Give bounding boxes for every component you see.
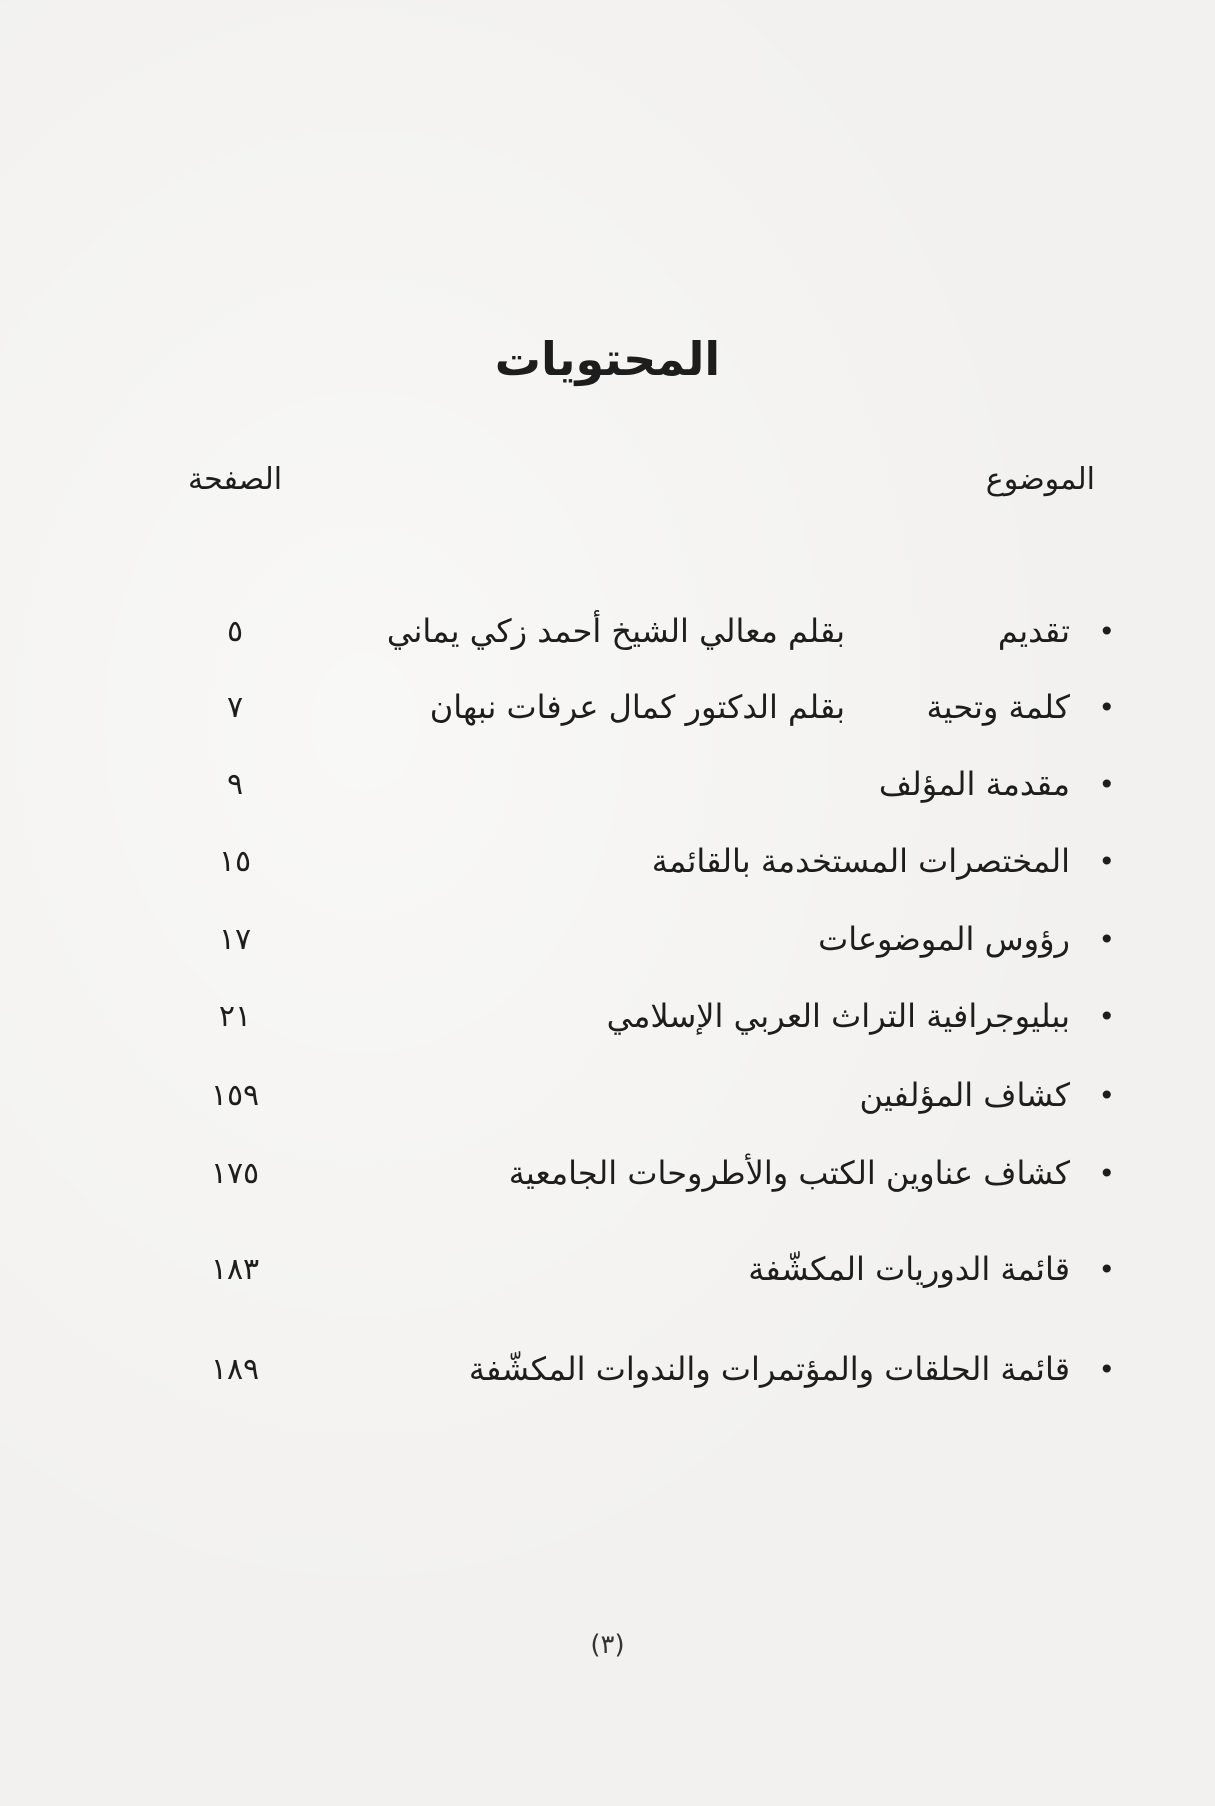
entry-page-number: ١٥: [218, 844, 252, 879]
toc-entry: [0, 612, 1215, 662]
bullet: •: [1098, 923, 1115, 956]
page-column-header: الصفحة: [188, 462, 283, 497]
entry-page-number: ١٧: [218, 922, 252, 957]
entry-page-number: ٧: [226, 690, 244, 725]
entry-page-number: ١٨٣: [210, 1252, 260, 1287]
toc-entry: [0, 920, 1215, 970]
bullet: •: [1098, 1253, 1115, 1286]
entry-title: قائمة الدوريات المكشّفة: [748, 1250, 1070, 1288]
page-folio-number: (٣): [590, 1630, 625, 1660]
entry-title: كشاف المؤلفين: [859, 1076, 1070, 1114]
toc-entry: [0, 688, 1215, 738]
entry-page-number: ٥: [226, 614, 244, 649]
bullet: •: [1098, 768, 1115, 801]
toc-entry: [0, 1250, 1215, 1300]
toc-entry: [0, 765, 1215, 815]
toc-entry: [0, 1350, 1215, 1400]
bullet: •: [1098, 1353, 1115, 1386]
entry-page-number: ٩: [226, 767, 244, 802]
bullet: •: [1098, 1000, 1115, 1033]
entry-title: كشاف عناوين الكتب والأطروحات الجامعية: [508, 1154, 1070, 1192]
toc-entry: [0, 1076, 1215, 1126]
bullet: •: [1098, 845, 1115, 878]
entry-title: مقدمة المؤلف: [878, 765, 1070, 803]
bullet: •: [1098, 1157, 1115, 1190]
topic-column-header: الموضوع: [985, 462, 1095, 497]
entry-title: رؤوس الموضوعات: [818, 920, 1070, 958]
entry-page-number: ٢١: [218, 999, 252, 1034]
bullet: •: [1098, 615, 1115, 648]
entry-title: كلمة وتحية: [926, 688, 1070, 726]
entry-page-number: ١٨٩: [210, 1352, 260, 1387]
entry-title: قائمة الحلقات والمؤتمرات والندوات المكشّفة: [468, 1350, 1070, 1388]
bullet: •: [1098, 691, 1115, 724]
entry-page-number: ١٧٥: [210, 1156, 260, 1191]
bullet: •: [1098, 1079, 1115, 1112]
toc-entry: [0, 997, 1215, 1047]
entry-title: المختصرات المستخدمة بالقائمة: [651, 842, 1070, 880]
toc-entry: [0, 1154, 1215, 1204]
entry-author: بقلم الدكتور كمال عرفات نبهان: [429, 688, 845, 726]
entry-title: ببليوجرافية التراث العربي الإسلامي: [606, 997, 1070, 1035]
toc-entry: [0, 842, 1215, 892]
entry-title: تقديم: [997, 612, 1070, 650]
entry-author: بقلم معالي الشيخ أحمد زكي يماني: [386, 612, 845, 650]
page-title: المحتويات: [494, 332, 721, 386]
entry-page-number: ١٥٩: [210, 1078, 260, 1113]
